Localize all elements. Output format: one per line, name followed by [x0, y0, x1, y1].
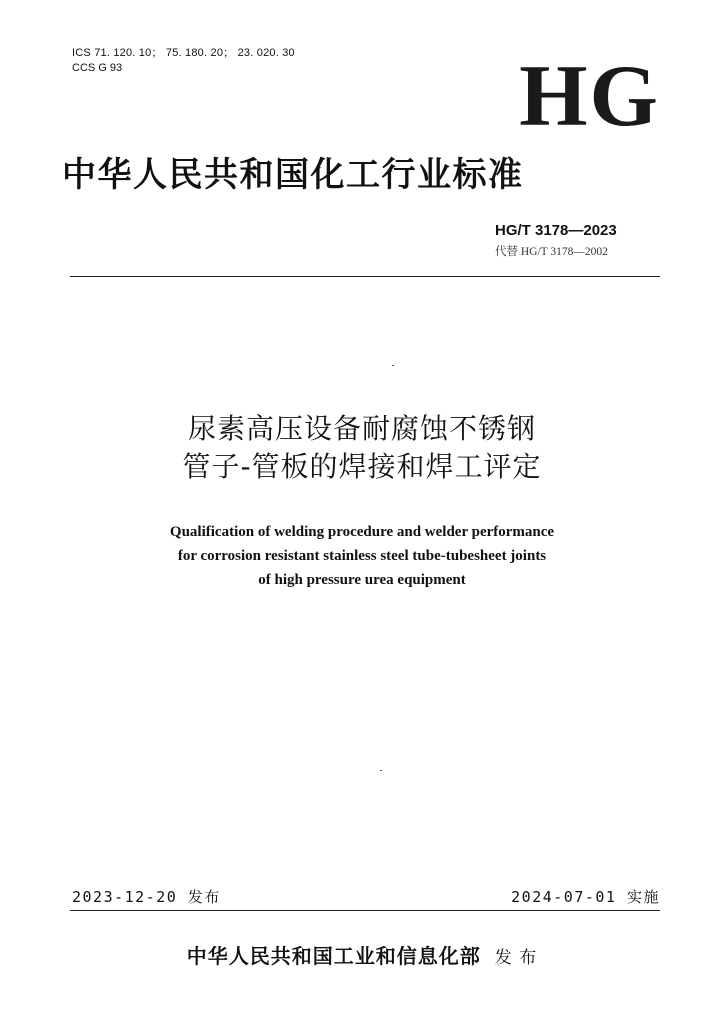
scan-speck [380, 770, 382, 771]
ccs-code: CCS G 93 [72, 62, 123, 74]
issuer-name: 中华人民共和国工业和信息化部 [186, 944, 481, 968]
standard-category-heading: 中华人民共和国化工行业标准 [62, 155, 524, 195]
issuer-suffix: 发 布 [494, 948, 538, 968]
chinese-title-line-1: 尿素高压设备耐腐蚀不锈钢 [187, 412, 536, 445]
issuing-authority [120, 942, 604, 972]
implementation-date: 2024-07-01 实施 [511, 888, 660, 906]
chinese-title-line-2: 管子-管板的焊接和焊工评定 [182, 450, 542, 483]
english-title-line-2: for corrosion resistant stainless steel tube-tubesheet joints [177, 548, 547, 564]
english-title [90, 520, 634, 592]
replaces-standard: 代替 HG/T 3178—2002 [495, 246, 608, 258]
footer-divider [70, 910, 660, 911]
chinese-title [60, 410, 664, 486]
issue-date: 2023-12-20 发布 [72, 888, 221, 906]
hg-logo: HG [519, 48, 660, 145]
english-title-line-1: Qualification of welding procedure and welder performance [169, 524, 555, 540]
english-title-line-3: of high pressure urea equipment [258, 572, 466, 588]
scan-speck [392, 365, 394, 366]
ics-code: ICS 71. 120. 10； 75. 180. 20； 23. 020. 30 [72, 47, 295, 59]
standard-number: HG/T 3178—2023 [495, 222, 617, 239]
header-divider [70, 276, 660, 277]
